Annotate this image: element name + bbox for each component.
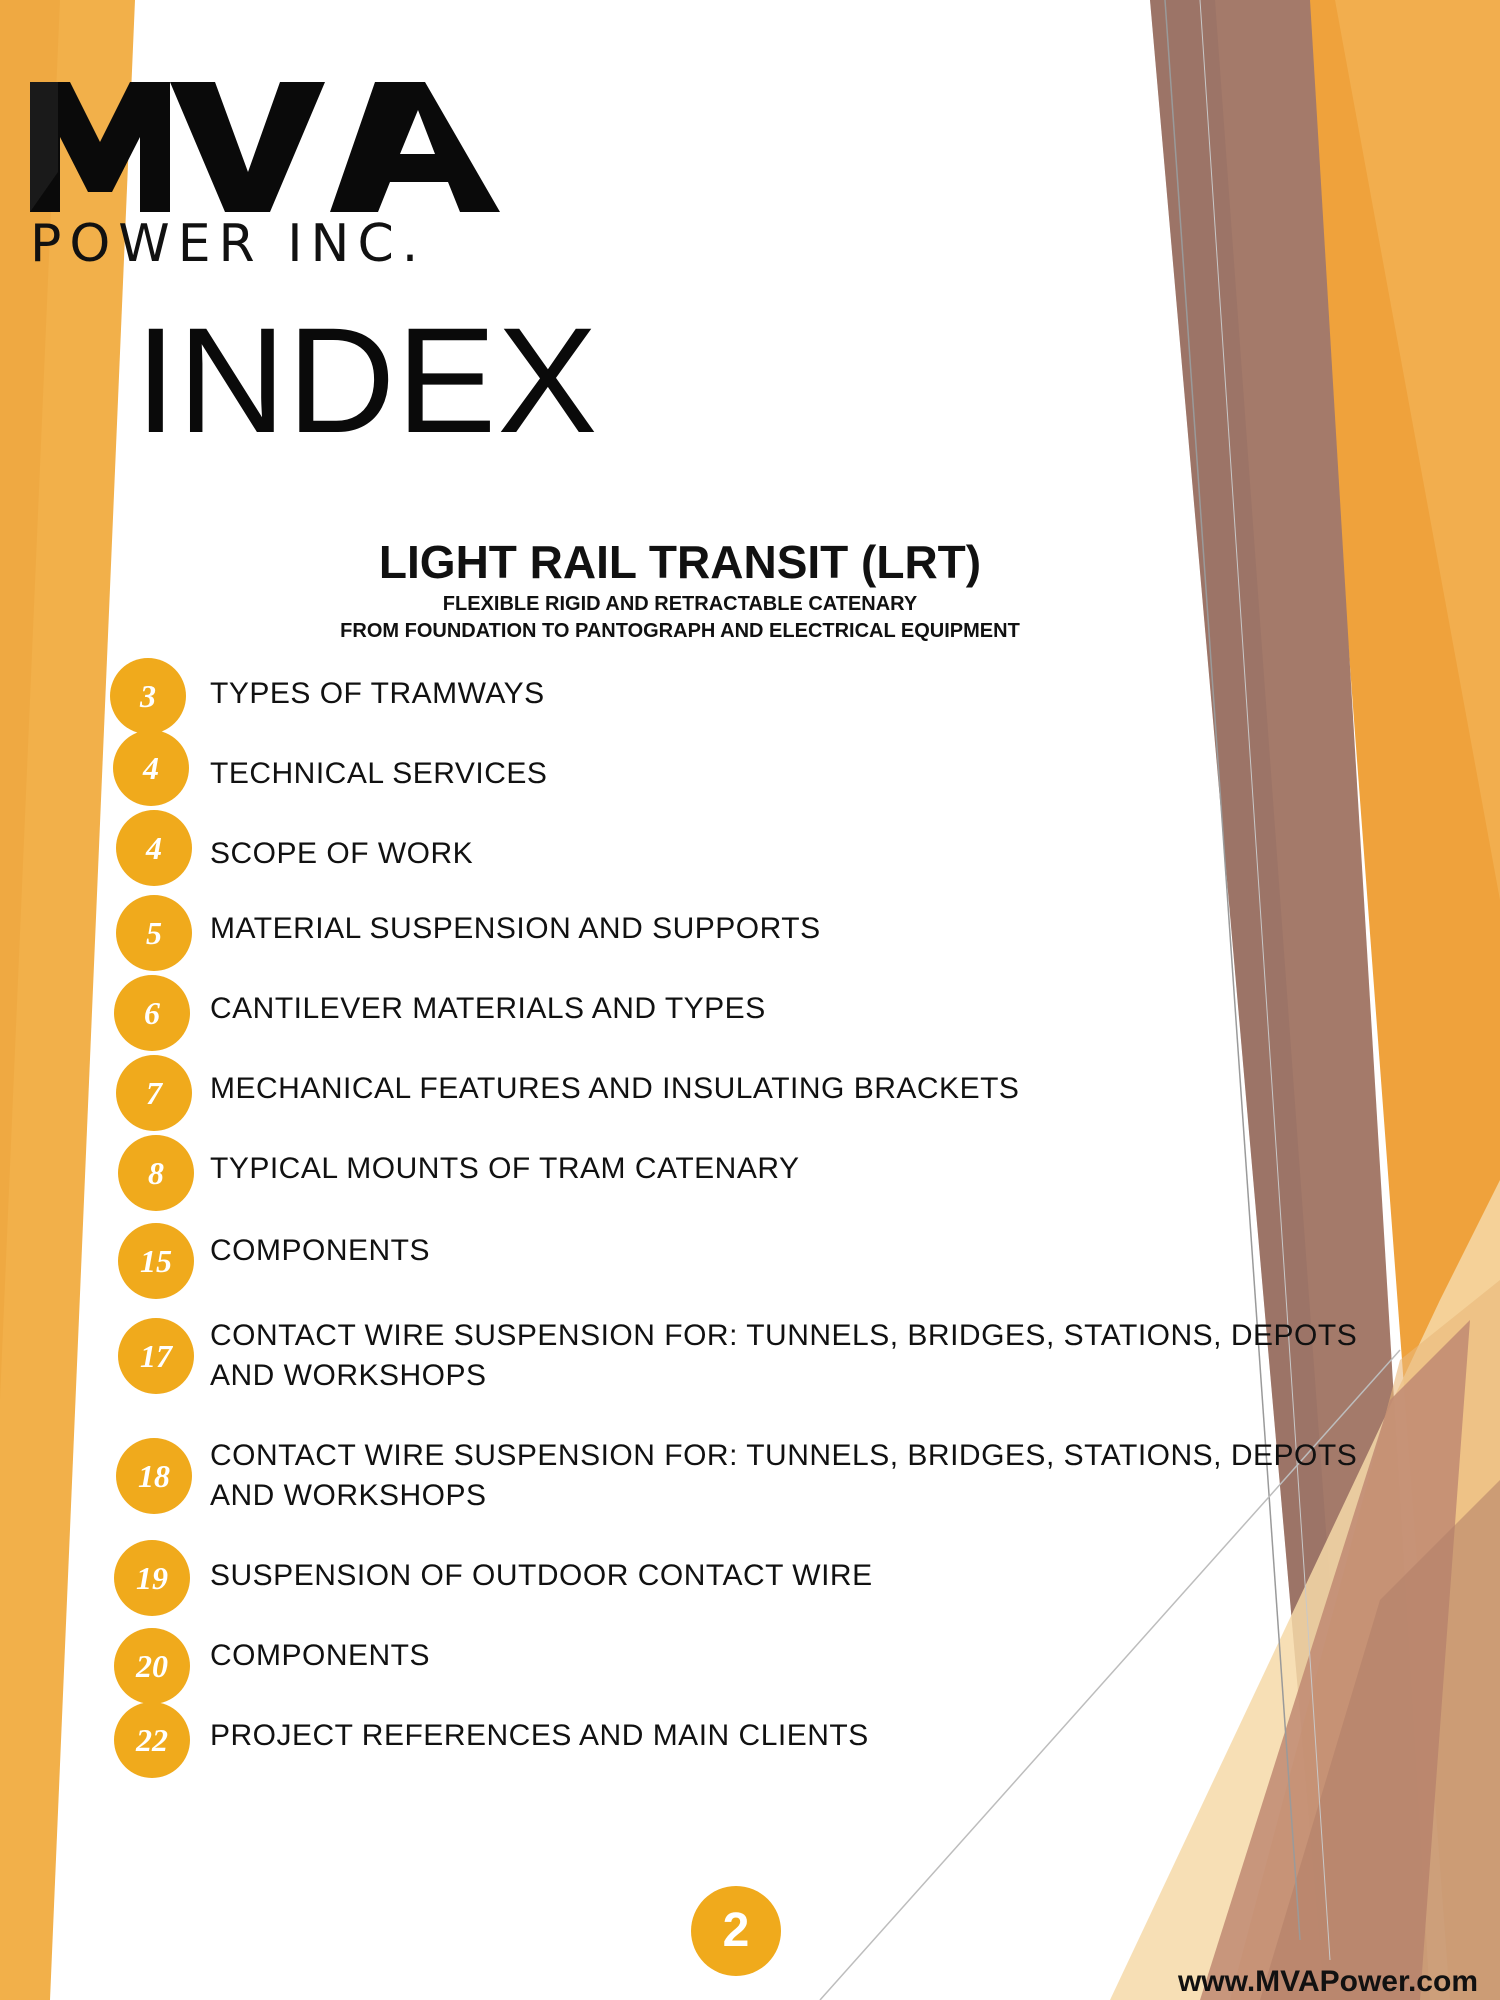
index-item-label: SUSPENSION OF OUTDOOR CONTACT WIRE: [210, 1559, 873, 1592]
index-item-label: COMPONENTS: [210, 1234, 431, 1267]
page-number-badge: 7: [116, 1055, 192, 1131]
index-item-label-line1: CONTACT WIRE SUSPENSION FOR: TUNNELS, BRIDGES, STATIONS, DEPOTS: [210, 1439, 1358, 1472]
index-item-label-line2: AND WORKSHOPS: [210, 1359, 487, 1392]
website-link[interactable]: www.MVAPower.com: [1177, 1965, 1478, 1998]
index-item-label: MATERIAL SUSPENSION AND SUPPORTS: [210, 912, 821, 945]
page-number-badge: 4: [113, 730, 189, 806]
company-name: POWER INC.: [30, 214, 427, 274]
company-logo: [30, 82, 510, 274]
page-title: INDEX: [135, 296, 599, 464]
page-number-badge: 19: [114, 1540, 190, 1616]
page-number-badge: 3: [110, 658, 186, 734]
index-item-label: TYPES OF TRAMWAYS: [210, 677, 545, 710]
page-number-badge: 4: [116, 810, 192, 886]
index-item-label: CANTILEVER MATERIALS AND TYPES: [210, 992, 766, 1025]
page-number: 2: [691, 1886, 781, 1976]
section-title: LIGHT RAIL TRANSIT (LRT): [378, 536, 982, 588]
index-item-label: PROJECT REFERENCES AND MAIN CLIENTS: [210, 1719, 869, 1752]
index-item-label: COMPONENTS: [210, 1639, 431, 1672]
page-number-badge: 17: [118, 1318, 194, 1394]
section-subtitle-line1: FLEXIBLE RIGID AND RETRACTABLE CATENARY: [442, 593, 918, 615]
page-number-badge: 20: [114, 1628, 190, 1704]
mva-logo-mark: [30, 82, 500, 212]
page-number-badge: 15: [118, 1223, 194, 1299]
page-number-badge: 5: [116, 895, 192, 971]
page-number-badge: 18: [116, 1438, 192, 1514]
index-item-label: MECHANICAL FEATURES AND INSULATING BRACKETS: [210, 1072, 1020, 1105]
index-item-label: TYPICAL MOUNTS OF TRAM CATENARY: [210, 1152, 800, 1185]
page-number-badge: 22: [114, 1702, 190, 1778]
index-item-label-line1: CONTACT WIRE SUSPENSION FOR: TUNNELS, BRIDGES, STATIONS, DEPOTS: [210, 1319, 1358, 1352]
index-item-label: TECHNICAL SERVICES: [210, 757, 548, 790]
section-subtitle-line2: FROM FOUNDATION TO PANTOGRAPH AND ELECTRICAL EQUIPMENT: [340, 620, 1020, 642]
index-item-label: SCOPE OF WORK: [210, 837, 474, 870]
index-item-label-line2: AND WORKSHOPS: [210, 1479, 487, 1512]
page-number-badge: 6: [114, 975, 190, 1051]
page-number-badge: 8: [118, 1135, 194, 1211]
